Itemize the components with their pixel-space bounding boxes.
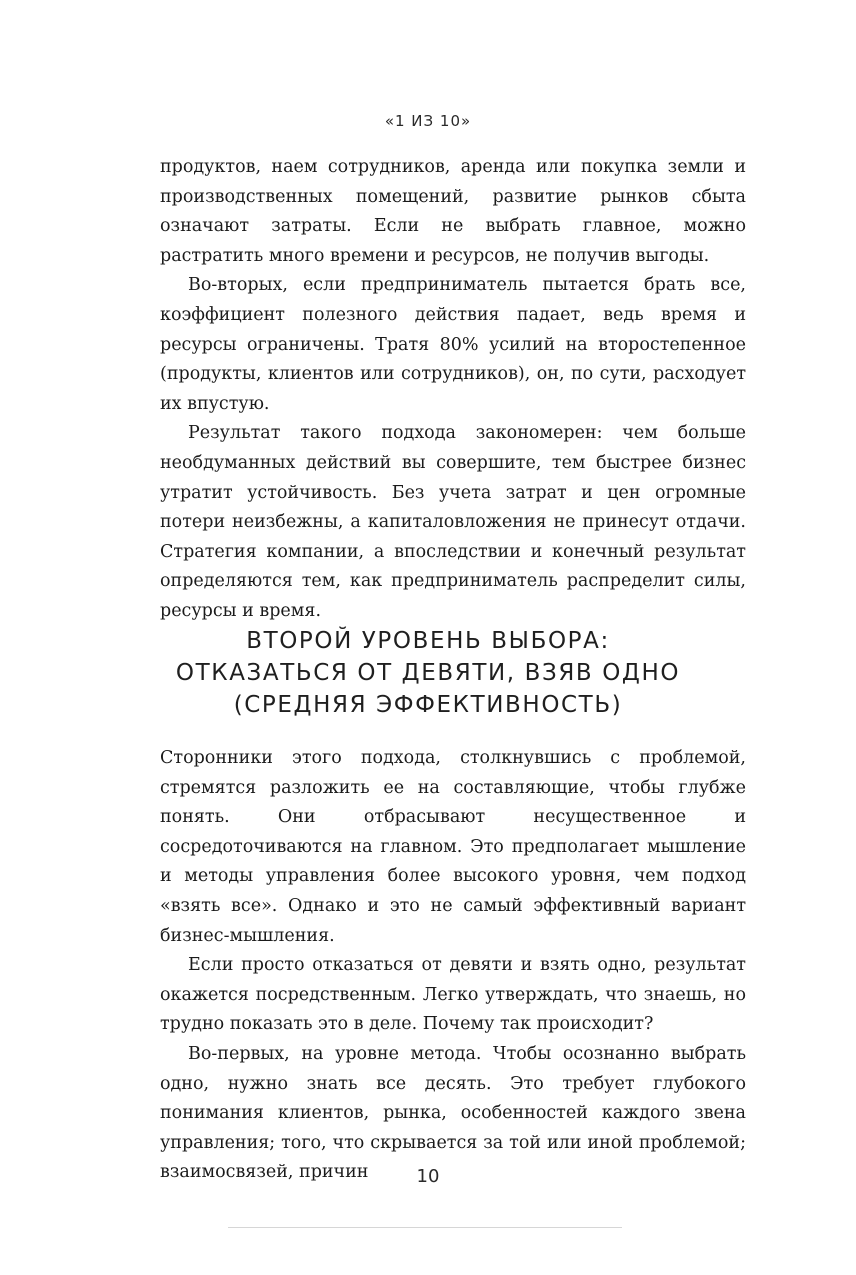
body-text-top bbox=[160, 153, 746, 627]
paragraph: Во-первых, на уровне метода. Чтобы осознанно выбрать одно, нужно знать все десять. Это требует глубокого понимания клиентов, рынка, особенностей каждого звена управления; того, что скрывается за той или иной проблемой; взаимосвязей, причин bbox=[160, 1043, 746, 1183]
heading-line-1: ВТОРОЙ УРОВЕНЬ ВЫБОРА: bbox=[246, 628, 610, 654]
heading-line-3: (СРЕДНЯЯ ЭФФЕКТИВНОСТЬ) bbox=[233, 692, 623, 718]
section-heading bbox=[0, 625, 856, 721]
body-text-bottom bbox=[160, 744, 746, 1188]
paragraph: Во-вторых, если предприниматель пытается брать все, коэффициент полезного действия падает, ведь время и ресурсы ограничены. Тратя 80% усилий на второстепенное (продукты, клиентов или сотрудников), он, по сути, расходует их впустую. bbox=[160, 275, 746, 414]
page-number: 10 bbox=[416, 1166, 440, 1187]
paragraph: Если просто отказаться от девяти и взять одно, результат окажется посредственным. Легко утверждать, что знаешь, но трудно показать это в деле. Почему так происходит? bbox=[160, 955, 746, 1035]
running-head: «1 ИЗ 10» bbox=[384, 112, 472, 130]
paragraph: продуктов, наем сотрудников, аренда или покупка земли и производственных помещений, развитие рынков сбыта означают затраты. Если не выбрать главное, можно растратить много времени и ресурсов, не получив выгоды. bbox=[160, 157, 746, 266]
heading-line-2: ОТКАЗАТЬСЯ ОТ ДЕВЯТИ, ВЗЯВ ОДНО bbox=[175, 660, 681, 686]
paragraph: Сторонники этого подхода, столкнувшись с проблемой, стремятся разложить ее на составляющие, чтобы глубже понять. Они отбрасывают несущественное и сосредоточиваются на главном. Это предполагает мышление и методы управления более высокого уровня, чем подход «взять все». Однако и это не самый эффективный вариант бизнес-мышления. bbox=[160, 748, 746, 946]
paragraph: Результат такого подхода закономерен: чем больше необдуманных действий вы совершите, тем быстрее бизнес утратит устойчивость. Без учета затрат и цен огромные потери неизбежны, а капиталовложения не принесут отдачи. Стратегия компании, а впоследствии и конечный результат определяются тем, как предприниматель распределит силы, ресурсы и время. bbox=[160, 423, 746, 621]
footer-divider bbox=[228, 1227, 622, 1228]
